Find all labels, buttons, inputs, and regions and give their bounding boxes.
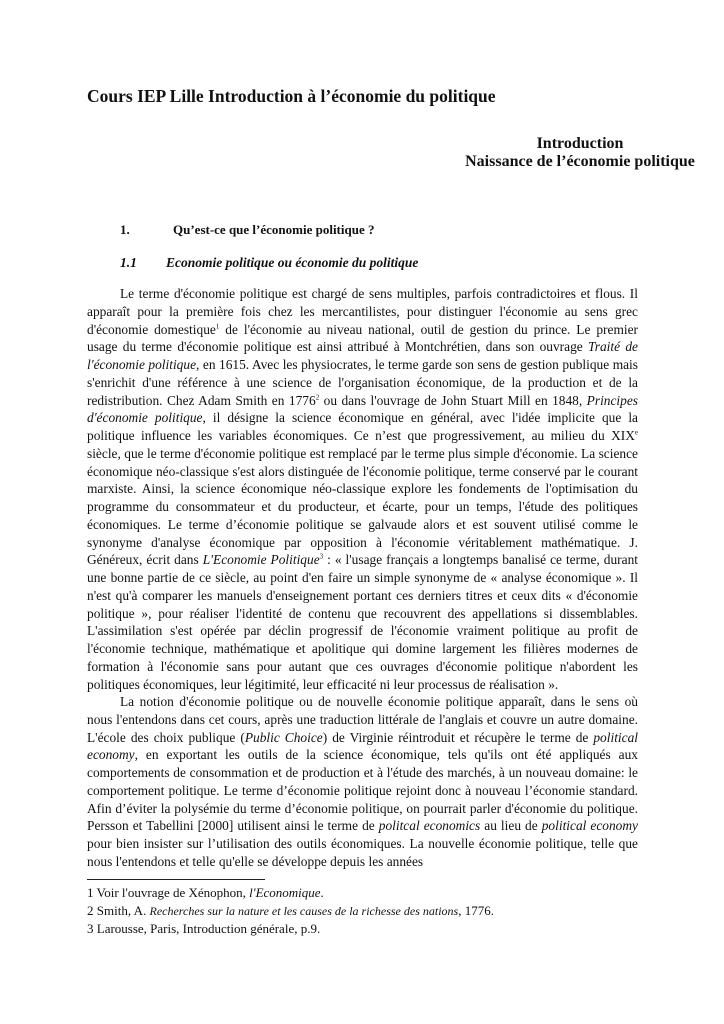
text-run: siècle, que le terme d'économie politique est remplacé par le terme plus simple d'économie. La science économique néo-classique s'est alors distinguée de l'économie politique, terme conservé par le courant marxiste. Ainsi, la science économique néo-classique explore les fondements de l'optimisation du programme du consommateur et du producteur, et écarte, pour un temps, l'étude des politiques économiques. Le terme d’économie politique se galvaude alors et est souvent utilisé comme le synonyme d'analyse économique par opposition à l'économie véritablement mathématique. J. Généreux, écrit dans	[87, 445, 638, 568]
footnote-3: 3 Larousse, Paris, Introduction générale, p.9.	[87, 921, 321, 936]
text-run: ) de Virginie réintroduit et récupère le terme de	[322, 729, 594, 745]
footnote-text: , 1776.	[458, 902, 494, 918]
italic-title: Traité de l'économie politique	[87, 339, 638, 372]
footnote-2	[87, 902, 647, 921]
footnotes	[87, 884, 647, 938]
text-run: La notion d'économie politique ou de nouvelle économie politique apparaît, dans le sens où nous l'entendons dans cet cours, après une traduction littérale de l'anglais et couvre un autre domaine. L'école des choix publique (	[87, 694, 638, 745]
text-run: , il désigne la science économique en général, avec l'idée implicite que la politique influence les variables économiques. Ce n’est que progressivement, au milieu du XIX	[87, 410, 638, 443]
footnote-text: .	[320, 885, 324, 900]
chapter-heading: Introduction	[536, 135, 624, 152]
text-run: de l'économie au niveau national, outil de gestion du prince. Le premier usage du terme d'économie politique est ainsi attribué à Montchrétien, dans son ouvrage	[87, 321, 639, 355]
subsection-number: 1.1	[120, 255, 137, 270]
italic-title: L'Economie Politique	[202, 552, 320, 568]
subsection-heading	[120, 255, 418, 271]
footnote-ref-3[interactable]: 3	[319, 552, 324, 561]
text-run: ou dans l'ouvrage de John Stuart Mill en 1848,	[319, 392, 587, 408]
section-heading	[120, 222, 374, 238]
text-run: : « l'usage français a longtemps banalisé ce terme, durant une bonne partie de ce siècle, au point d'en faire un simple synonyme de « analyse économique ». Il n'est qu'à comparer les manuels d'enseignement portant ces derniers titres et ceux dits « d'économie politique », pour réaliser l'identité de contenu que recouvrent des appellations si dissemblables. L'assimilation s'est opérée par déclin progressif de l'économie vraiment politique au profit de l'économie technique, mathématique et apolitique qui domine largement les filières modernes de formation à l'économie sans pour autant que ces ouvrages d'économie politique n'abordent les politiques économiques, leur légitimité, leur efficacité ni leur processus de réalisation ».	[87, 552, 638, 692]
chapter-subheading: Naissance de l’économie politique	[465, 153, 695, 170]
section-number: 1.	[120, 222, 130, 237]
text-run: pour bien insister sur l’utilisation des outils économiques. La nouvelle économie politique, telle que nous l'entendons et telle qu'elle se développe depuis les années	[87, 836, 638, 869]
subsection-title: Economie politique ou économie du politique	[166, 255, 419, 270]
italic-title: Principes d'économie politique	[87, 392, 638, 426]
century-superscript: e	[634, 428, 638, 437]
text-run: , en 1615. Avec les physiocrates, le terme garde son sens de gestion publique mais s'enrichit d'une référence à une science de l'organisation économique, de la production et de la redistribution. Chez Adam Smith en 1776	[87, 357, 638, 408]
footnote-divider	[87, 879, 265, 880]
body-paragraph-1	[87, 285, 638, 693]
course-title: Cours IEP Lille Introduction à l’économie du politique	[87, 86, 496, 106]
text-run: , en exportant les outils de la science économique, tels qu'ils ont été appliqués aux comportements de consommation et de production et à l'étude des marchés, à un nouveau domaine: le comportement politique. Le terme d’économie politique rejoint donc à nouveau l’économie standard. Afin d’éviter la polysémie du terme d’économie politique, on pourrait parler d'économie du politique. Persson et Tabellini [2000] utilisent ainsi le terme de	[87, 747, 638, 834]
footnote-italic: l'Economique	[249, 885, 321, 900]
footnote-italic: Recherches sur la nature et les causes de la richesse des nations	[149, 903, 459, 918]
italic-term: political economy	[87, 729, 638, 763]
footnote-ref-1[interactable]: 1	[215, 322, 220, 331]
text-run: Le terme d'économie politique est chargé de sens multiples, parfois contradictoires et flous. Il apparaît pour la première fois chez les mercantilistes, pour distinguer l'économie au sens grec d'économie domestique	[87, 286, 638, 337]
footnote-1	[87, 884, 647, 902]
body-paragraph-2	[87, 693, 638, 871]
footnote-text: 2 Smith, A.	[87, 902, 150, 918]
italic-term: political economy	[541, 818, 638, 834]
italic-term: Public Choice	[244, 729, 323, 745]
italic-term: politcal economics	[378, 818, 481, 834]
text-run: au lieu de	[480, 818, 542, 834]
footnote-ref-2[interactable]: 2	[315, 393, 320, 402]
section-title: Qu’est-ce que l’économie politique ?	[173, 222, 375, 237]
footnote-text: 1 Voir l'ouvrage de Xénophon,	[87, 885, 250, 900]
